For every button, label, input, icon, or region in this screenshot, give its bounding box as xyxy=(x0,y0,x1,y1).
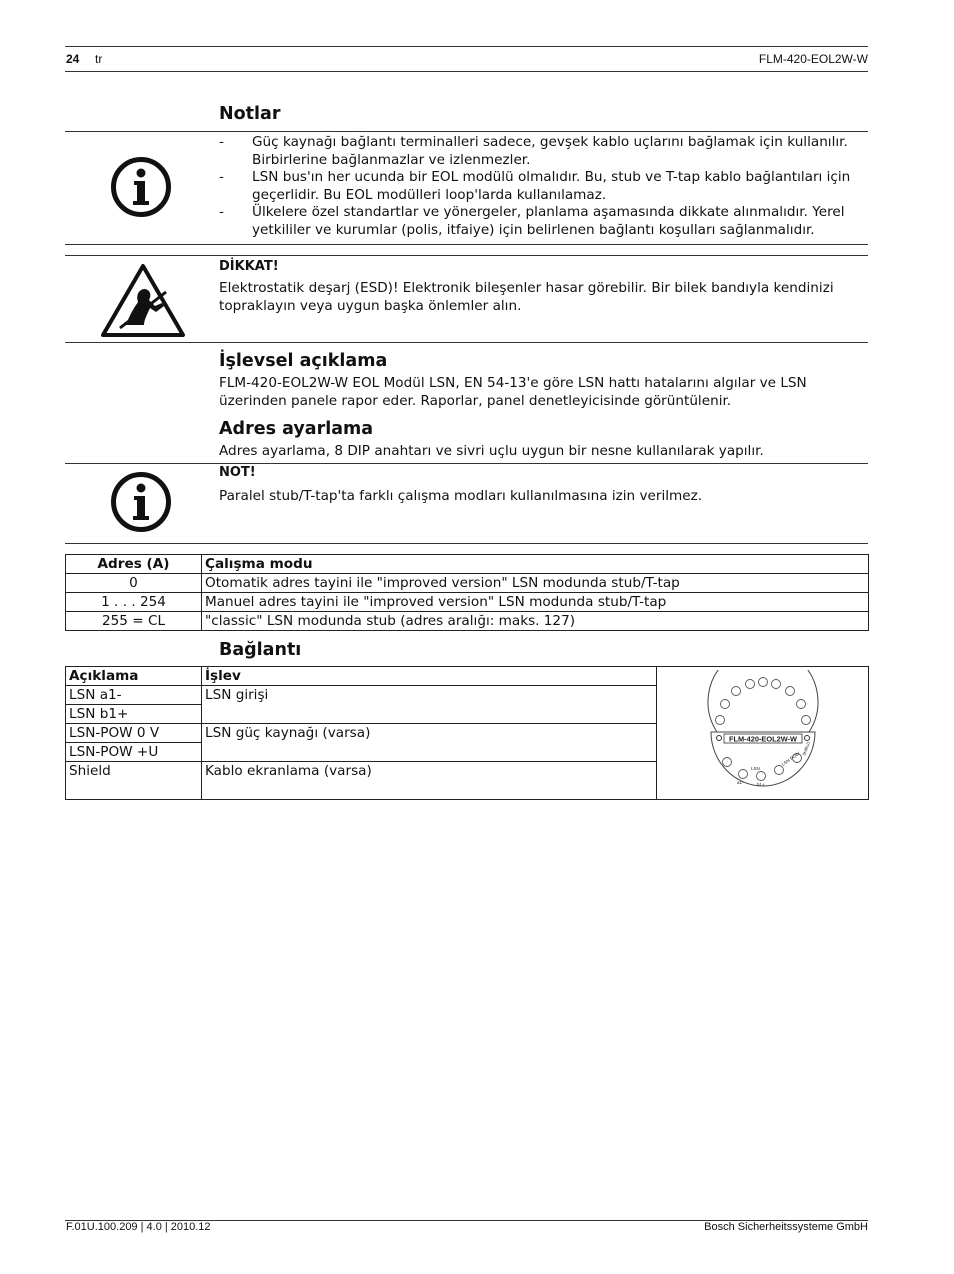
table-cell: "classic" LSN modunda stub (adres aralığı: maks. 127) xyxy=(202,612,869,631)
table-cell: LSN a1- xyxy=(66,686,202,705)
b1-label: b1+ xyxy=(756,781,765,787)
header-rule-top xyxy=(65,46,868,47)
connection-title: Bağlantı xyxy=(219,640,302,660)
address-table xyxy=(65,554,869,631)
address-note-rule-top xyxy=(65,463,868,464)
table-cell: LSN-POW 0 V xyxy=(66,724,202,743)
table-cell: Shield xyxy=(66,762,202,800)
table-row xyxy=(66,612,869,631)
note-label: NOT! xyxy=(219,465,256,480)
caution-rule-top xyxy=(65,255,868,256)
shield-label: SHIELD xyxy=(800,740,811,756)
table-cell: LSN girişi xyxy=(202,686,657,724)
esd-warning-icon xyxy=(100,262,186,338)
a1-label: a1- xyxy=(736,779,744,785)
caution-rule-bottom xyxy=(65,342,868,343)
language-code: tr xyxy=(95,52,103,66)
header-rule-bottom xyxy=(65,71,868,72)
table-header-row xyxy=(66,555,869,574)
notes-title: Notlar xyxy=(219,104,281,124)
address-title: Adres ayarlama xyxy=(219,419,374,439)
table-cell: 255 = CL xyxy=(66,612,202,631)
table-row xyxy=(66,574,869,593)
table-header-row xyxy=(66,667,869,686)
table-cell: LSN b1+ xyxy=(66,705,202,724)
connection-table xyxy=(65,666,869,800)
info-icon xyxy=(110,156,172,218)
table-cell: Otomatik adres tayini ile "improved version" LSN modunda stub/T-tap xyxy=(202,574,869,593)
table-cell: Kablo ekranlama (varsa) xyxy=(202,762,657,800)
info-icon xyxy=(110,471,172,533)
table-cell: 1 . . . 254 xyxy=(66,593,202,612)
table-cell: Manuel adres tayini ile "improved version" LSN modunda stub/T-tap xyxy=(202,593,869,612)
note-text: Paralel stub/T-tap'ta farklı çalışma modları kullanılmasına izin verilmez. xyxy=(219,488,703,504)
terminal-diagram-cell xyxy=(657,667,869,800)
lsn-label: LSN xyxy=(750,765,760,771)
table-cell: LSN güç kaynağı (varsa) xyxy=(202,724,657,762)
caution-label: DİKKAT! xyxy=(219,259,279,274)
functional-title: İşlevsel açıklama xyxy=(219,351,388,371)
module-label: FLM-420-EOL2W-W xyxy=(728,734,797,743)
table-header-cell: İşlev xyxy=(202,667,657,686)
table-cell: 0 xyxy=(66,574,202,593)
notes-rule-bottom xyxy=(65,244,868,245)
footer-company: Bosch Sicherheitssysteme GmbH xyxy=(704,1221,868,1233)
table-cell: LSN-POW +U xyxy=(66,743,202,762)
product-name: FLM-420-EOL2W-W xyxy=(758,52,868,66)
caution-text: Elektrostatik deşarj (ESD)! Elektronik bileşenler hasar görebilir. Bir bilek bandıyla kendinizi topraklayın veya uygun başka önlemler alın. xyxy=(219,280,834,314)
terminal-diagram xyxy=(703,670,823,792)
address-note-rule-bottom xyxy=(65,543,868,544)
functional-text: FLM-420-EOL2W-W EOL Modül LSN, EN 54-13'e göre LSN hattı hatalarını algılar ve LSN üzerinden panele rapor eder. Raporlar, panel denetleyicisinde görüntülenir. xyxy=(219,375,807,409)
address-text: Adres ayarlama, 8 DIP anahtarı ve sivri uçlu uygun bir nesne kullanılarak yapılır. xyxy=(219,443,764,459)
notes-rule-top xyxy=(65,131,868,132)
table-header-cell: Çalışma modu xyxy=(202,555,869,574)
page-number: 24 xyxy=(66,52,80,66)
table-header-cell: Açıklama xyxy=(66,667,202,686)
table-header-cell: Adres (A) xyxy=(66,555,202,574)
lsn-pow-label: LSN POW xyxy=(780,750,801,767)
table-row xyxy=(66,593,869,612)
footer-doc-id: F.01U.100.209 | 4.0 | 2010.12 xyxy=(66,1221,211,1233)
